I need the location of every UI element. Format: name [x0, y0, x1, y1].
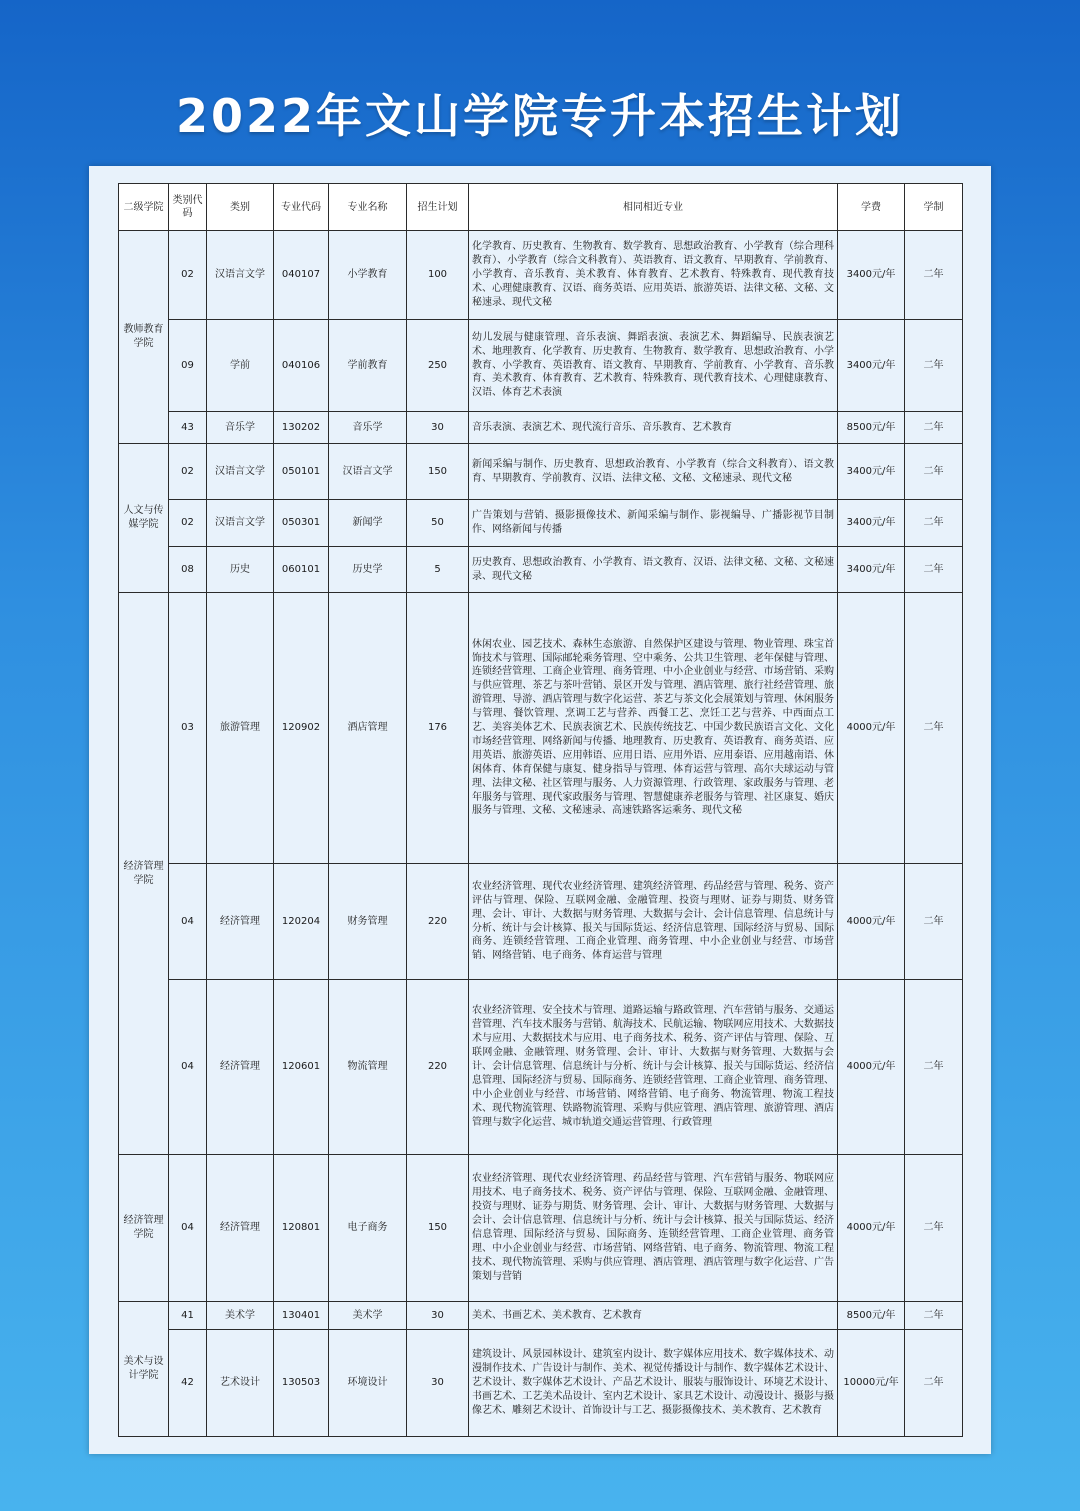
- duration-cell: 二年: [905, 864, 963, 980]
- type-code-cell: 43: [169, 412, 207, 444]
- related-majors-cell: 音乐表演、表演艺术、现代流行音乐、音乐教育、艺术教育: [469, 412, 838, 444]
- fee-cell: 4000元/年: [838, 593, 905, 864]
- table-row: [119, 980, 963, 1155]
- major-name-cell: 音乐学: [329, 412, 407, 444]
- type-cell: 经济管理: [207, 1155, 274, 1302]
- type-cell: 学前: [207, 320, 274, 412]
- duration-cell: 二年: [905, 980, 963, 1155]
- major-name-cell: 汉语言文学: [329, 444, 407, 500]
- header-major-code: 专业代码: [274, 184, 329, 231]
- type-code-cell: 04: [169, 1155, 207, 1302]
- related-majors-cell: 休闲农业、园艺技术、森林生态旅游、自然保护区建设与管理、物业管理、珠宝首饰技术与管理、国际邮轮乘务管理、空中乘务、公共卫生管理、老年保健与管理、连锁经营管理、工商企业管理、商务管理、中小企业创业与经营、市场营销、采购与供应管理、茶艺与茶叶营销、景区开发与管理、酒店管理、旅行社经营管理、旅游管理、导游、酒店管理与数字化运营、茶艺与茶文化会展策划与管理、休闲服务与管理、餐饮管理、烹调工艺与营养、西餐工艺、烹饪工艺与营养、中西面点工艺、美容美体艺术、民族表演艺术、民族传统技艺、中国少数民族语言文化、文化市场经营管理、网络新闻与传播、地理教育、历史教育、英语教育、商务英语、应用英语、旅游英语、应用韩语、应用日语、应用外语、应用泰语、应用越南语、休闲体育、体育保健与康复、健身指导与管理、体育运营与管理、高尔夫球运动与管理、法律文秘、社区管理与服务、人力资源管理、行政管理、家政服务与管理、老年服务与管理、现代家政服务与管理、智慧健康养老服务与管理、社区康复、婚庆服务与管理、文秘、文秘速录、高速铁路客运乘务、现代文秘: [469, 593, 838, 864]
- major-code-cell: 050101: [274, 444, 329, 500]
- major-code-cell: 130401: [274, 1302, 329, 1330]
- type-code-cell: 09: [169, 320, 207, 412]
- major-code-cell: 120902: [274, 593, 329, 864]
- college-cell: 经济管理学院: [119, 1155, 169, 1302]
- table-row: [119, 412, 963, 444]
- fee-cell: 3400元/年: [838, 231, 905, 320]
- page-title: 2022年文山学院专升本招生计划: [175, 89, 905, 143]
- duration-cell: 二年: [905, 444, 963, 500]
- major-name-cell: 物流管理: [329, 980, 407, 1155]
- major-name-cell: 学前教育: [329, 320, 407, 412]
- duration-cell: 二年: [905, 1155, 963, 1302]
- duration-cell: 二年: [905, 1302, 963, 1330]
- fee-cell: 3400元/年: [838, 547, 905, 593]
- major-name-cell: 美术学: [329, 1302, 407, 1330]
- plan-cell: 176: [407, 593, 469, 864]
- plan-cell: 30: [407, 1302, 469, 1330]
- plan-cell: 5: [407, 547, 469, 593]
- related-majors-cell: 新闻采编与制作、历史教育、思想政治教育、小学教育（综合文科教育）、语文教育、早期教育、学前教育、汉语、法律文秘、文秘、文秘速录、现代文秘: [469, 444, 838, 500]
- header-major-name: 专业名称: [329, 184, 407, 231]
- type-cell: 经济管理: [207, 864, 274, 980]
- fee-cell: 4000元/年: [838, 980, 905, 1155]
- table-row: [119, 1302, 963, 1330]
- header-plan: 招生计划: [407, 184, 469, 231]
- major-name-cell: 新闻学: [329, 500, 407, 547]
- type-cell: 历史: [207, 547, 274, 593]
- header-related: 相同相近专业: [469, 184, 838, 231]
- fee-cell: 3400元/年: [838, 320, 905, 412]
- type-cell: 经济管理: [207, 980, 274, 1155]
- header-fee: 学费: [838, 184, 905, 231]
- table-row: [119, 547, 963, 593]
- type-cell: 汉语言文学: [207, 231, 274, 320]
- table-row: [119, 1330, 963, 1437]
- table-row: [119, 444, 963, 500]
- major-code-cell: 120204: [274, 864, 329, 980]
- table-row: [119, 500, 963, 547]
- plan-cell: 150: [407, 444, 469, 500]
- related-majors-cell: 广告策划与营销、摄影摄像技术、新闻采编与制作、影视编导、广播影视节目制作、网络新闻与传播: [469, 500, 838, 547]
- college-cell: 美术与设计学院: [119, 1302, 169, 1437]
- header-duration: 学制: [905, 184, 963, 231]
- major-code-cell: 130503: [274, 1330, 329, 1437]
- header-college: 二级学院: [119, 184, 169, 231]
- fee-cell: 10000元/年: [838, 1330, 905, 1437]
- table-row: [119, 1155, 963, 1302]
- type-code-cell: 02: [169, 444, 207, 500]
- duration-cell: 二年: [905, 320, 963, 412]
- duration-cell: 二年: [905, 412, 963, 444]
- type-cell: 汉语言文学: [207, 500, 274, 547]
- major-name-cell: 电子商务: [329, 1155, 407, 1302]
- plan-cell: 250: [407, 320, 469, 412]
- related-majors-cell: 幼儿发展与健康管理、音乐表演、舞蹈表演、表演艺术、舞蹈编导、民族表演艺术、地理教育、化学教育、历史教育、生物教育、数学教育、思想政治教育、小学教育、小学教育、英语教育、语文教育、早期教育、学前教育、小学教育、音乐教育、美术教育、体育教育、艺术教育、特殊教育、现代教育技术、心理健康教育、汉语、体育艺术表演: [469, 320, 838, 412]
- type-code-cell: 02: [169, 500, 207, 547]
- table-panel: [89, 166, 991, 1454]
- fee-cell: 4000元/年: [838, 1155, 905, 1302]
- major-code-cell: 050301: [274, 500, 329, 547]
- type-cell: 艺术设计: [207, 1330, 274, 1437]
- plan-cell: 220: [407, 980, 469, 1155]
- major-code-cell: 130202: [274, 412, 329, 444]
- type-cell: 音乐学: [207, 412, 274, 444]
- major-code-cell: 040106: [274, 320, 329, 412]
- major-code-cell: 120801: [274, 1155, 329, 1302]
- related-majors-cell: 美术、书画艺术、美术教育、艺术教育: [469, 1302, 838, 1330]
- fee-cell: 3400元/年: [838, 500, 905, 547]
- duration-cell: 二年: [905, 1330, 963, 1437]
- fee-cell: 8500元/年: [838, 1302, 905, 1330]
- table-header-row: [119, 184, 963, 231]
- major-code-cell: 040107: [274, 231, 329, 320]
- enrollment-table: [118, 183, 963, 1437]
- college-cell: 人文与传媒学院: [119, 444, 169, 593]
- duration-cell: 二年: [905, 593, 963, 864]
- type-code-cell: 03: [169, 593, 207, 864]
- related-majors-cell: 农业经济管理、现代农业经济管理、建筑经济管理、药品经营与管理、税务、资产评估与管理、保险、互联网金融、金融管理、投资与理财、证券与期货、财务管理、会计、审计、大数据与财务管理、大数据与会计、会计信息管理、信息统计与分析、统计与会计核算、报关与国际货运、经济信息管理、国际经济与贸易、国际商务、连锁经营管理、工商企业管理、商务管理、中小企业创业与经营、市场营销、网络营销、电子商务、体育运营与管理: [469, 864, 838, 980]
- related-majors-cell: 农业经济管理、安全技术与管理、道路运输与路政管理、汽车营销与服务、交通运营管理、汽车技术服务与营销、航海技术、民航运输、物联网应用技术、大数据技术与应用、大数据技术与应用、电子商务技术、税务、资产评估与管理、保险、互联网金融、金融管理、财务管理、会计、审计、大数据与财务管理、大数据与会计、会计信息管理、信息统计与分析、统计与会计核算、报关与国际货运、经济信息管理、国际经济与贸易、国际商务、连锁经营管理、工商企业管理、商务管理、中小企业创业与经营、市场营销、网络营销、电子商务、物流管理、物流工程技术、现代物流管理、铁路物流管理、采购与供应管理、酒店管理、旅游管理、酒店管理与数字化运营、城市轨道交通运营管理、行政管理: [469, 980, 838, 1155]
- type-code-cell: 41: [169, 1302, 207, 1330]
- related-majors-cell: 农业经济管理、现代农业经济管理、药品经营与管理、汽车营销与服务、物联网应用技术、电子商务技术、税务、资产评估与管理、保险、互联网金融、金融管理、投资与理财、证券与期货、财务管理、会计、审计、大数据与财务管理、大数据与会计、会计信息管理、信息统计与分析、统计与会计核算、报关与国际货运、经济信息管理、国际经济与贸易、国际商务、连锁经营管理、工商企业管理、商务管理、中小企业创业与经营、市场营销、网络营销、电子商务、物流管理、物流工程技术、现代物流管理、采购与供应管理、酒店管理、酒店管理与数字化运营、广告策划与营销: [469, 1155, 838, 1302]
- major-code-cell: 120601: [274, 980, 329, 1155]
- header-type-code: 类别代码: [169, 184, 207, 231]
- related-majors-cell: 化学教育、历史教育、生物教育、数学教育、思想政治教育、小学教育（综合理科教育）、小学教育（综合文科教育）、英语教育、语文教育、早期教育、学前教育、小学教育、音乐教育、美术教育、体育教育、艺术教育、特殊教育、现代教育技术、心理健康教育、汉语、商务英语、应用英语、旅游英语、法律文秘、文秘、文秘速录、现代文秘: [469, 231, 838, 320]
- plan-cell: 150: [407, 1155, 469, 1302]
- duration-cell: 二年: [905, 231, 963, 320]
- type-cell: 美术学: [207, 1302, 274, 1330]
- type-cell: 旅游管理: [207, 593, 274, 864]
- type-code-cell: 04: [169, 864, 207, 980]
- related-majors-cell: 建筑设计、风景园林设计、建筑室内设计、数字媒体应用技术、数字媒体技术、动漫制作技术、广告设计与制作、美术、视觉传播设计与制作、数字媒体艺术设计、艺术设计、数字媒体艺术设计、产品艺术设计、服装与服饰设计、环境艺术设计、书画艺术、工艺美术品设计、室内艺术设计、家具艺术设计、动漫设计、摄影与摄像艺术、雕刻艺术设计、首饰设计与工艺、摄影摄像技术、美术教育、艺术教育: [469, 1330, 838, 1437]
- table-row: [119, 231, 963, 320]
- college-cell: 教师教育学院: [119, 231, 169, 444]
- major-name-cell: 小学教育: [329, 231, 407, 320]
- major-name-cell: 历史学: [329, 547, 407, 593]
- type-code-cell: 08: [169, 547, 207, 593]
- related-majors-cell: 历史教育、思想政治教育、小学教育、语文教育、汉语、法律文秘、文秘、文秘速录、现代文秘: [469, 547, 838, 593]
- major-name-cell: 财务管理: [329, 864, 407, 980]
- duration-cell: 二年: [905, 500, 963, 547]
- type-code-cell: 02: [169, 231, 207, 320]
- type-code-cell: 04: [169, 980, 207, 1155]
- major-name-cell: 环境设计: [329, 1330, 407, 1437]
- duration-cell: 二年: [905, 547, 963, 593]
- college-cell: 经济管理学院: [119, 593, 169, 1155]
- fee-cell: 4000元/年: [838, 864, 905, 980]
- plan-cell: 50: [407, 500, 469, 547]
- fee-cell: 3400元/年: [838, 444, 905, 500]
- table-row: [119, 593, 963, 864]
- plan-cell: 220: [407, 864, 469, 980]
- header-type: 类别: [207, 184, 274, 231]
- major-name-cell: 酒店管理: [329, 593, 407, 864]
- plan-cell: 100: [407, 231, 469, 320]
- type-code-cell: 42: [169, 1330, 207, 1437]
- table-row: [119, 320, 963, 412]
- table-row: [119, 864, 963, 980]
- plan-cell: 30: [407, 1330, 469, 1437]
- plan-cell: 30: [407, 412, 469, 444]
- fee-cell: 8500元/年: [838, 412, 905, 444]
- type-cell: 汉语言文学: [207, 444, 274, 500]
- major-code-cell: 060101: [274, 547, 329, 593]
